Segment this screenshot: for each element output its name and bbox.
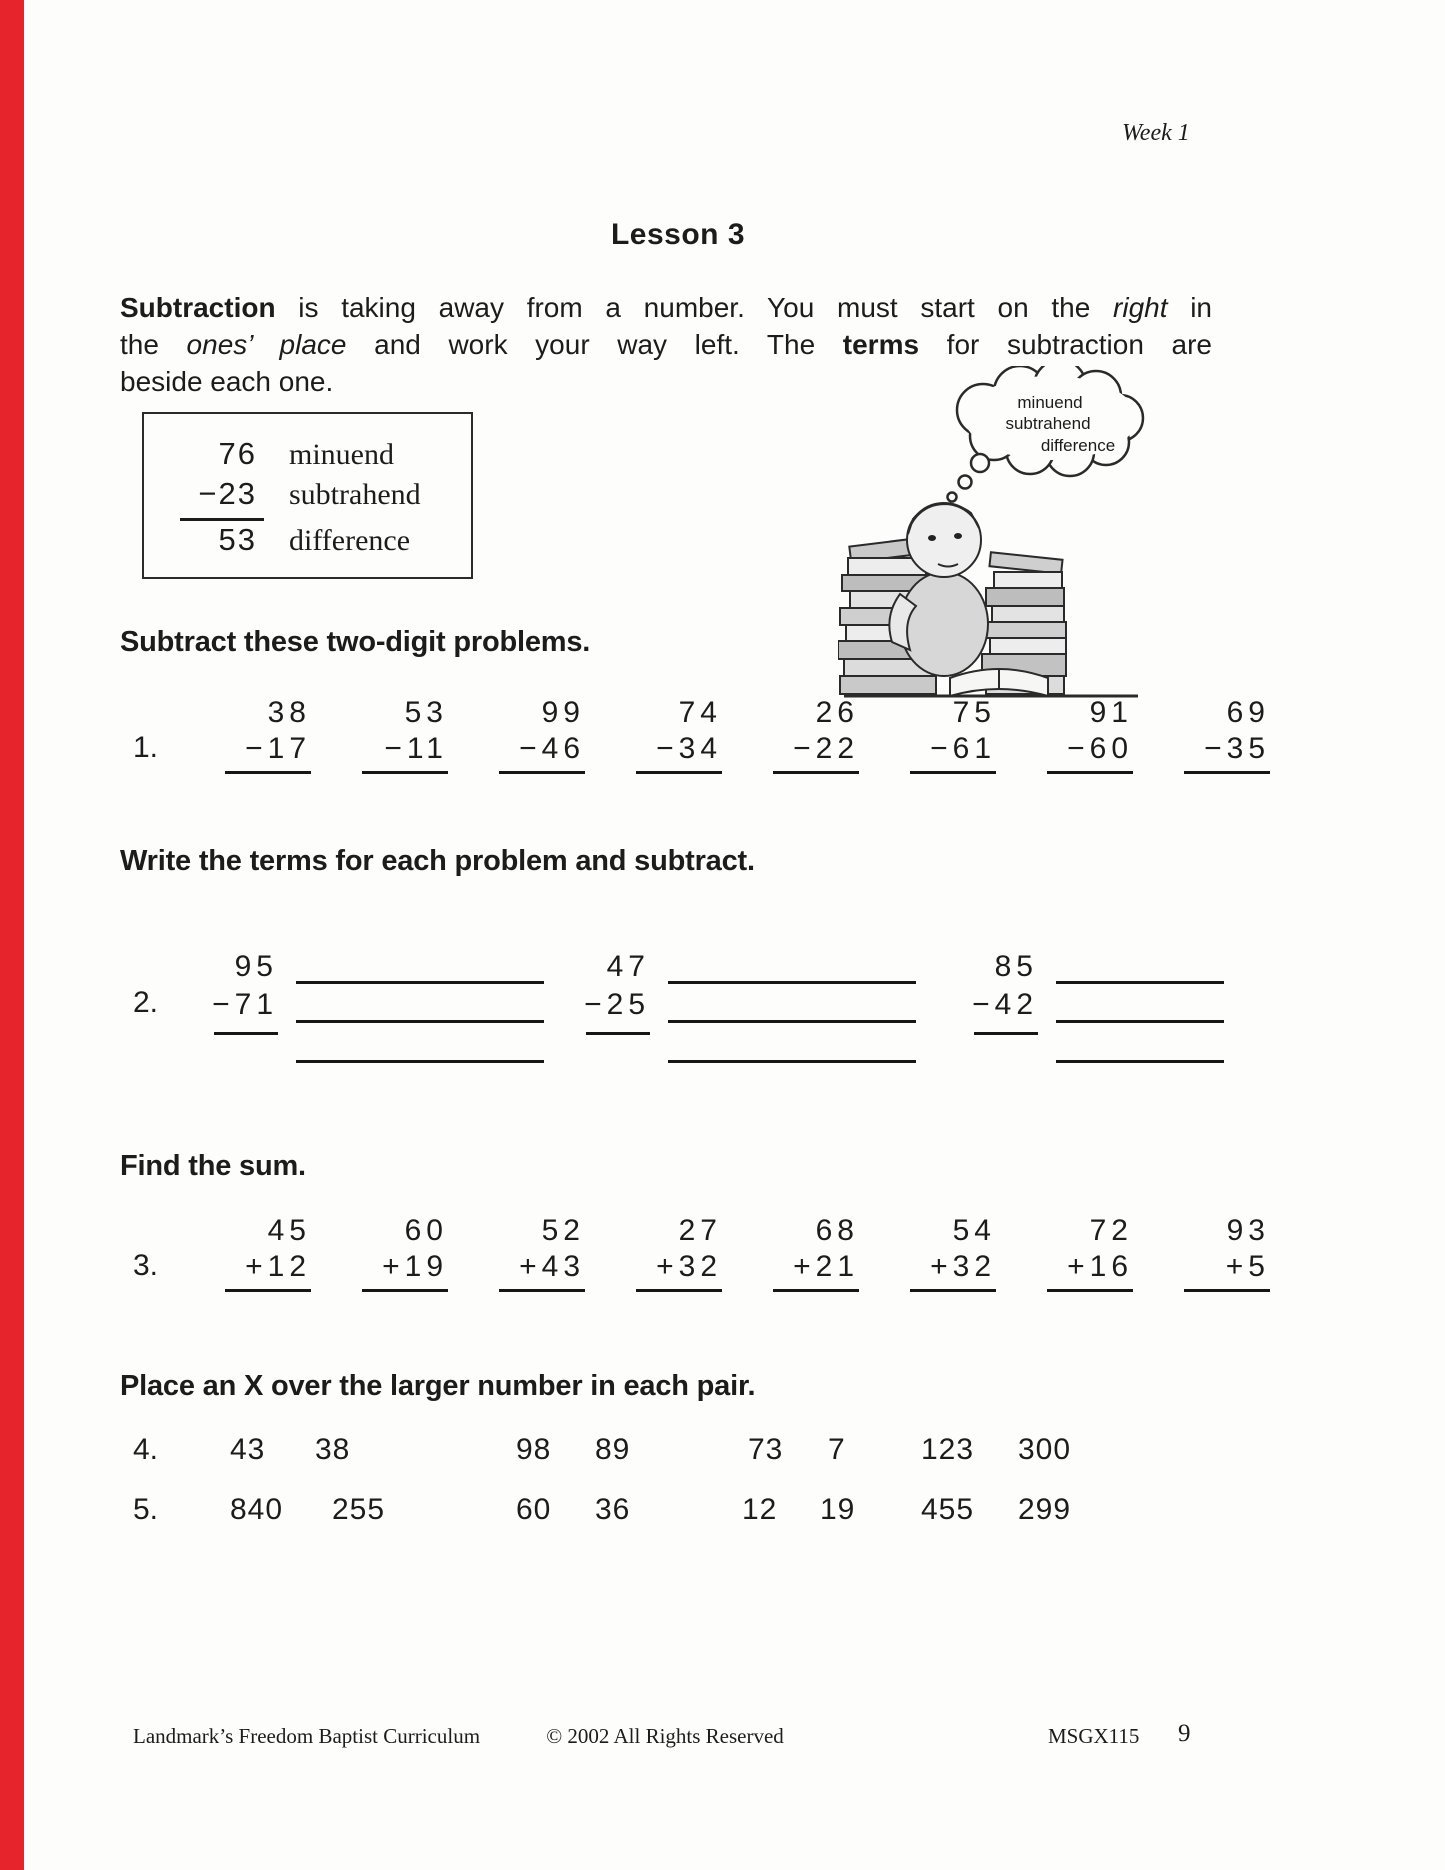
subtraction-problem [767, 695, 859, 774]
subtrahend-value: −23 [198, 476, 257, 511]
addition-problem [356, 1213, 448, 1292]
intro-segment: in [1167, 292, 1212, 323]
subtrahend-value: −61 [930, 732, 996, 765]
difference-value: 53 [218, 522, 257, 557]
minuend-value: 76 [218, 436, 257, 471]
difference-label: difference [289, 524, 411, 557]
footer-code: MSGX115 [1048, 1724, 1140, 1748]
intro-segment: and work your way left. The [346, 329, 843, 360]
compare-number[interactable]: 840 [230, 1493, 284, 1526]
compare-number[interactable]: 36 [595, 1493, 631, 1526]
intro-segment: the [120, 329, 187, 360]
intro-segment: is taking away from a number. You must start on the [275, 292, 1114, 323]
addend-value: 27 [678, 1214, 722, 1247]
intro-segment: terms [842, 329, 920, 360]
addend-value: 45 [267, 1214, 311, 1247]
minuend-label: minuend [289, 438, 394, 471]
answer-line [1184, 771, 1270, 774]
addend-value: 52 [541, 1214, 585, 1247]
bubble-text-subtrahend: subtrahend [1005, 414, 1091, 433]
minuend-value: 95 [234, 950, 278, 983]
intro-segment: beside each one. [120, 366, 334, 397]
subtraction-problem [1041, 695, 1133, 774]
terms-section-heading: Write the terms for each problem and subtract. [120, 845, 755, 877]
subtrahend-value: −34 [656, 732, 722, 765]
answer-line [974, 1032, 1038, 1035]
addend-value: 93 [1226, 1214, 1270, 1247]
answer-line [636, 771, 722, 774]
page-edge-red-bar [0, 0, 24, 1870]
subtrahend-value: −60 [1067, 732, 1133, 765]
footer-publisher: Landmark’s Freedom Baptist Curriculum [133, 1724, 481, 1748]
row2-label: 2. [133, 986, 159, 1019]
intro-segment: for subtraction are [919, 329, 1213, 360]
answer-line [1047, 1289, 1133, 1292]
subtraction-problem [1178, 695, 1270, 774]
subtrahend-label: subtrahend [289, 478, 421, 511]
minuend-value: 75 [952, 696, 996, 729]
student-eye [928, 535, 936, 541]
answer-line [910, 1289, 996, 1292]
addend-value: 72 [1089, 1214, 1133, 1247]
subtraction-problem [630, 695, 722, 774]
answer-line [214, 1032, 278, 1035]
subtrahend-value: −22 [793, 732, 859, 765]
addition-problem [1178, 1213, 1270, 1292]
minuend-value: 69 [1226, 696, 1270, 729]
compare-number[interactable]: 73 [748, 1433, 784, 1466]
answer-line [1184, 1289, 1270, 1292]
subtraction-problem [493, 695, 585, 774]
answer-line [499, 1289, 585, 1292]
compare-number[interactable]: 7 [828, 1433, 846, 1466]
terms-example-box [142, 412, 473, 579]
compare-number[interactable]: 300 [1018, 1433, 1072, 1466]
page-title: Lesson 3 [610, 218, 746, 251]
answer-line [362, 771, 448, 774]
answer-line [636, 1289, 722, 1292]
addend-value: +32 [656, 1250, 722, 1283]
term-write-line[interactable] [296, 1020, 544, 1023]
row1-label: 1. [133, 731, 159, 764]
minuend-value: 85 [994, 950, 1038, 983]
subtrahend-value: −25 [584, 988, 650, 1021]
row3-label: 3. [133, 1249, 159, 1282]
answer-line [225, 1289, 311, 1292]
compare-number[interactable]: 43 [230, 1433, 266, 1466]
compare-number[interactable]: 19 [820, 1493, 856, 1526]
row5-label: 5. [133, 1493, 159, 1526]
terms-problem [928, 948, 1038, 1035]
compare-number[interactable]: 98 [516, 1433, 552, 1466]
bubble-dot [971, 454, 989, 472]
subtrahend-value: −42 [972, 988, 1038, 1021]
subtrahend-value: −46 [519, 732, 585, 765]
row4-label: 4. [133, 1433, 159, 1466]
term-write-line[interactable] [1056, 1060, 1224, 1063]
addition-problem [630, 1213, 722, 1292]
addition-problem [493, 1213, 585, 1292]
answer-line [499, 771, 585, 774]
addend-value: 54 [952, 1214, 996, 1247]
student-eye [954, 533, 962, 539]
subtrahend-value: −17 [245, 732, 311, 765]
subtract-section-heading: Subtract these two-digit problems. [120, 626, 591, 658]
terms-problem [168, 948, 278, 1035]
bubble-text-minuend: minuend [1017, 393, 1083, 412]
addition-problem [1041, 1213, 1133, 1292]
intro-line-2 [120, 326, 1212, 363]
term-write-line[interactable] [668, 1020, 916, 1023]
bubble-dot [948, 493, 957, 502]
compare-number[interactable]: 255 [332, 1493, 386, 1526]
compare-number[interactable]: 89 [595, 1433, 631, 1466]
compare-number[interactable]: 299 [1018, 1493, 1072, 1526]
page-number: 9 [1178, 1720, 1191, 1747]
term-write-line[interactable] [296, 1060, 544, 1063]
addend-value: +43 [519, 1250, 585, 1283]
answer-line [362, 1289, 448, 1292]
intro-segment: Subtraction [120, 292, 276, 323]
minuend-value: 26 [815, 696, 859, 729]
answer-line [1047, 771, 1133, 774]
subtraction-problem [356, 695, 448, 774]
term-write-line[interactable] [1056, 981, 1224, 984]
addition-problem [219, 1213, 311, 1292]
week-label: Week 1 [1122, 120, 1190, 146]
minuend-value: 74 [678, 696, 722, 729]
answer-line [586, 1032, 650, 1035]
term-write-line[interactable] [668, 981, 916, 984]
addition-problem [767, 1213, 859, 1292]
answer-line [910, 771, 996, 774]
compare-number[interactable]: 123 [921, 1433, 975, 1466]
intro-segment: right [1113, 292, 1168, 323]
sum-section-heading: Find the sum. [120, 1150, 306, 1182]
minuend-value: 47 [606, 950, 650, 983]
bubble-text-difference: difference [1040, 436, 1116, 455]
addend-value: +5 [1225, 1250, 1270, 1283]
subtraction-problem [219, 695, 311, 774]
addend-value: 68 [815, 1214, 859, 1247]
subtrahend-value: −11 [384, 732, 448, 765]
addend-value: 60 [404, 1214, 448, 1247]
addend-value: +12 [245, 1250, 311, 1283]
term-write-line[interactable] [296, 981, 544, 984]
minuend-value: 38 [267, 696, 311, 729]
subtrahend-value: −35 [1204, 732, 1270, 765]
minuend-value: 99 [541, 696, 585, 729]
answer-line [773, 771, 859, 774]
addend-value: +32 [930, 1250, 996, 1283]
compare-number[interactable]: 60 [516, 1493, 552, 1526]
bubble-dot [959, 476, 972, 489]
minuend-value: 91 [1089, 696, 1133, 729]
minuend-value: 53 [404, 696, 448, 729]
addition-problem [904, 1213, 996, 1292]
subtraction-problem [904, 695, 996, 774]
addend-value: +19 [382, 1250, 448, 1283]
answer-line [225, 771, 311, 774]
footer-copyright: © 2002 All Rights Reserved [546, 1724, 784, 1748]
compare-number[interactable]: 455 [921, 1493, 975, 1526]
student-body [900, 572, 988, 676]
answer-line [773, 1289, 859, 1292]
term-write-line[interactable] [1056, 1020, 1224, 1023]
term-write-line[interactable] [668, 1060, 916, 1063]
addend-value: +16 [1067, 1250, 1133, 1283]
subtrahend-value: −71 [212, 988, 278, 1021]
equals-rule [180, 518, 264, 521]
compare-number[interactable]: 38 [315, 1433, 351, 1466]
student-illustration [838, 366, 1150, 710]
thought-bubble [948, 366, 1144, 502]
addend-value: +21 [793, 1250, 859, 1283]
terms-problem [540, 948, 650, 1035]
compare-number[interactable]: 12 [742, 1493, 778, 1526]
intro-segment: ones’ place [186, 329, 347, 360]
intro-line-1 [120, 289, 1212, 326]
compare-section-heading: Place an X over the larger number in each pair. [120, 1370, 756, 1402]
